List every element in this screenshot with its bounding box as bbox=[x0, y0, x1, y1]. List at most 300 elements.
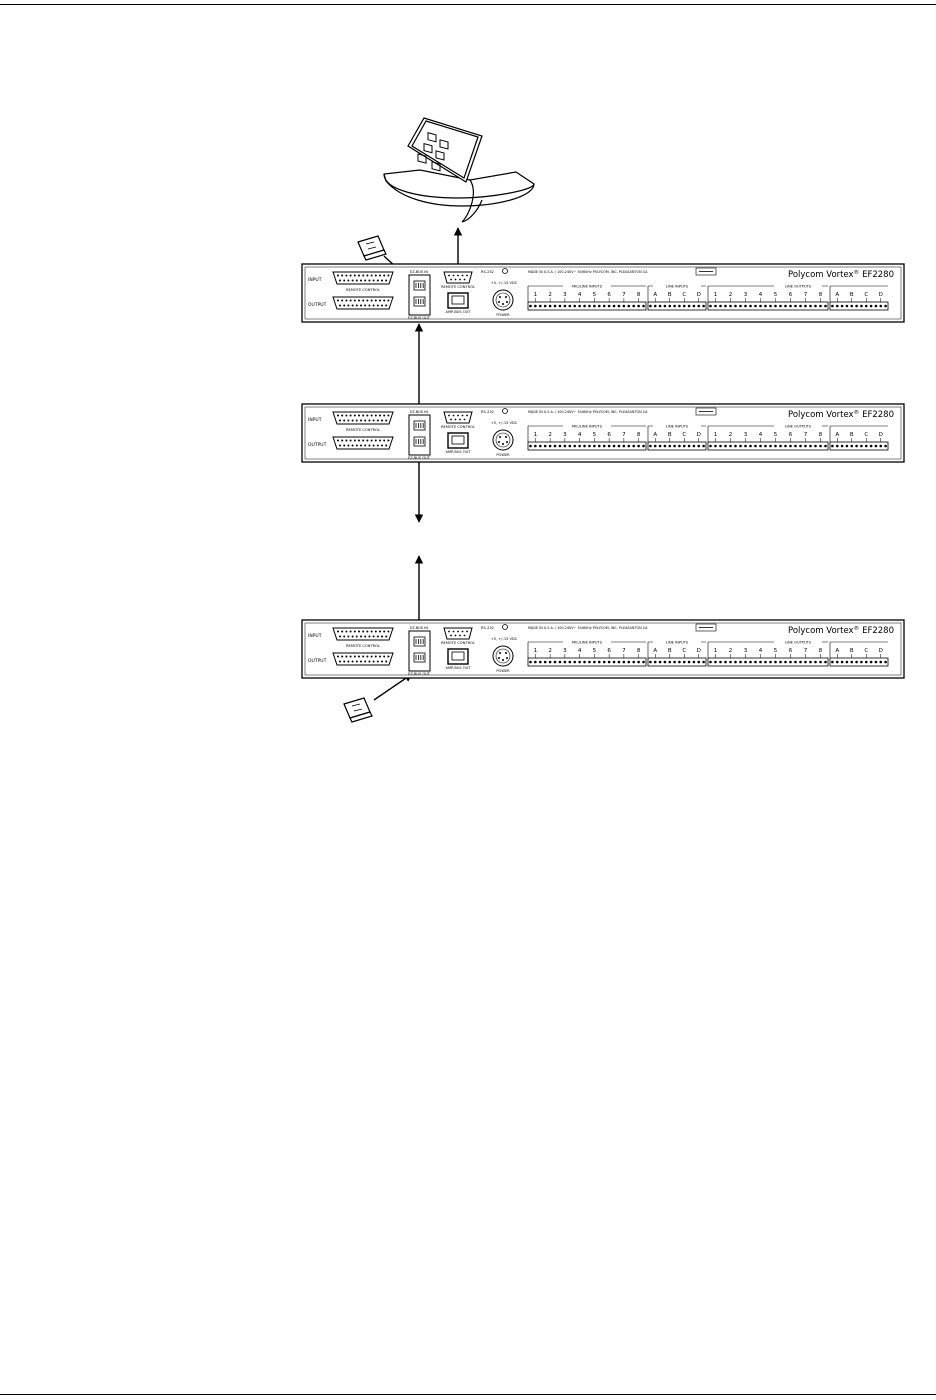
terminal-screw bbox=[544, 661, 547, 664]
db25-input-label: INPUT bbox=[308, 278, 322, 283]
terminal-screw bbox=[588, 305, 591, 308]
terminal-screw bbox=[831, 445, 834, 448]
connector-pin bbox=[499, 652, 501, 654]
connector-pin bbox=[354, 415, 356, 417]
connector-pin bbox=[354, 631, 356, 633]
connector-pin bbox=[381, 445, 383, 447]
connector-pin bbox=[343, 636, 345, 638]
line-outputs-channel-label: 7 bbox=[803, 292, 808, 298]
terminal-screw bbox=[875, 445, 878, 448]
connector-pin bbox=[360, 445, 362, 447]
terminal-screw bbox=[739, 661, 742, 664]
terminal-screw bbox=[884, 445, 887, 448]
remote-control-label: REMOTE CONTROL bbox=[441, 285, 475, 289]
terminal-screw bbox=[719, 445, 722, 448]
terminal-screw bbox=[734, 305, 737, 308]
mic-line-inputs-channel-label: 4 bbox=[577, 292, 582, 298]
terminal-screw bbox=[799, 305, 802, 308]
mic-line-inputs-channel-label: 5 bbox=[592, 432, 597, 438]
line-outputs-letters-channel-label: A bbox=[835, 648, 840, 654]
connector-pin bbox=[464, 419, 466, 421]
terminal-screw bbox=[583, 445, 586, 448]
terminal-screw bbox=[729, 661, 732, 664]
terminal-screw bbox=[678, 445, 681, 448]
line-outputs-letters-channel-label: B bbox=[849, 292, 854, 298]
spec-text: MADE IN U.S.A. / 100-240V~ 50/60Hz POLYCOM, INC. PLEASANTON CA bbox=[528, 270, 648, 274]
terminal-screw bbox=[693, 305, 696, 308]
connector-pin bbox=[345, 300, 347, 302]
terminal-screw bbox=[884, 661, 887, 664]
registered-mark: ® bbox=[853, 626, 860, 632]
connector-pin bbox=[341, 300, 343, 302]
connector-pin bbox=[345, 275, 347, 277]
connector-pin bbox=[358, 631, 360, 633]
connector-pin bbox=[358, 300, 360, 302]
connector-pin bbox=[457, 415, 459, 417]
terminal-screw bbox=[578, 661, 581, 664]
terminal-screw bbox=[779, 661, 782, 664]
mic-line-inputs-channel-label: 1 bbox=[533, 432, 538, 438]
terminal-screw bbox=[841, 445, 844, 448]
connector-pin bbox=[457, 631, 459, 633]
connector-pin bbox=[368, 280, 370, 282]
connector-pin bbox=[356, 420, 358, 422]
terminal-screw bbox=[549, 305, 552, 308]
connector-pin bbox=[337, 656, 339, 658]
terminal-screw bbox=[855, 445, 858, 448]
db9-remote-connector bbox=[444, 272, 472, 283]
terminal-screw bbox=[724, 661, 727, 664]
connector-pin bbox=[350, 275, 352, 277]
ezbus-out-label: EZ-BUS OUT bbox=[407, 672, 431, 676]
connector-pin bbox=[462, 275, 464, 277]
terminal-screw bbox=[774, 661, 777, 664]
connector-pin bbox=[337, 275, 339, 277]
connector-pin bbox=[462, 631, 464, 633]
terminal-screw bbox=[879, 305, 882, 308]
mic-line-inputs-channel-label: 5 bbox=[592, 292, 597, 298]
device-unit-3 bbox=[302, 620, 904, 678]
connector-pin bbox=[385, 445, 387, 447]
connector-pin bbox=[505, 296, 507, 298]
connector-pin bbox=[377, 661, 379, 663]
connector-pin bbox=[375, 300, 377, 302]
db25-input-label: INPUT bbox=[308, 418, 322, 423]
mic-line-inputs-channel-label: 7 bbox=[622, 432, 626, 438]
terminal-screw bbox=[784, 661, 787, 664]
terminal-screw bbox=[744, 661, 747, 664]
terminal-screw bbox=[564, 445, 567, 448]
connector-pin bbox=[358, 656, 360, 658]
terminal-screw bbox=[649, 661, 652, 664]
line-outputs-letters-channel-label: A bbox=[835, 432, 840, 438]
connector-pin bbox=[364, 420, 366, 422]
db25-output-connector bbox=[333, 297, 393, 309]
amp-bus-port bbox=[448, 293, 468, 308]
terminal-screw bbox=[678, 661, 681, 664]
mic-line-inputs-channel-label: 8 bbox=[636, 432, 641, 438]
connector-pin bbox=[385, 636, 387, 638]
connector-pin bbox=[502, 659, 504, 661]
connector-pin bbox=[464, 279, 466, 281]
terminal-screw bbox=[855, 305, 858, 308]
connector-pin bbox=[385, 280, 387, 282]
line-inputs-channel-label: B bbox=[667, 292, 672, 298]
terminal-screw bbox=[729, 445, 732, 448]
connector-pin bbox=[341, 275, 343, 277]
terminal-screw bbox=[593, 445, 596, 448]
terminal-screw bbox=[769, 661, 772, 664]
connector-pin bbox=[354, 656, 356, 658]
connector-pin bbox=[502, 443, 504, 445]
terminal-screw bbox=[729, 305, 732, 308]
terminal-screw bbox=[608, 305, 611, 308]
terminal-screw bbox=[623, 305, 626, 308]
terminal-screw bbox=[836, 305, 839, 308]
terminal-screw bbox=[559, 445, 562, 448]
terminal-screw bbox=[870, 661, 873, 664]
mic-line-inputs-channel-label: 7 bbox=[622, 292, 626, 298]
terminal-screw bbox=[875, 305, 878, 308]
rs232-label: RS-232 bbox=[481, 410, 494, 414]
terminal-screw bbox=[603, 661, 606, 664]
terminal-screw bbox=[693, 661, 696, 664]
terminal-screw bbox=[673, 305, 676, 308]
terminal-screw bbox=[578, 305, 581, 308]
line-outputs-letters-channel-label: D bbox=[878, 292, 883, 298]
connector-pin bbox=[371, 440, 373, 442]
terminal-screw bbox=[613, 305, 616, 308]
terminal-screw bbox=[632, 445, 635, 448]
terminal-screw bbox=[554, 305, 557, 308]
connector-pin bbox=[337, 631, 339, 633]
amp-bus-out-label: AMP-BUS OUT bbox=[445, 450, 471, 454]
terminal-screw bbox=[573, 305, 576, 308]
terminal-screw bbox=[598, 661, 601, 664]
line-inputs-channel-label: A bbox=[653, 292, 658, 298]
terminal-screw bbox=[809, 445, 812, 448]
line-inputs-channel-label: C bbox=[682, 432, 687, 438]
ezbus-in-label: EZ-BUS IN bbox=[409, 626, 429, 630]
connector-pin bbox=[343, 280, 345, 282]
terminal-screw bbox=[846, 445, 849, 448]
mic-line-inputs-channel-label: 1 bbox=[533, 648, 538, 654]
terminal-screw bbox=[659, 305, 662, 308]
connector-pin bbox=[354, 300, 356, 302]
line-outputs-letters-channel-label: B bbox=[849, 648, 854, 654]
terminal-screw bbox=[754, 305, 757, 308]
terminal-screw bbox=[608, 661, 611, 664]
connector-pin bbox=[506, 441, 508, 443]
connector-pin bbox=[362, 440, 364, 442]
connector-pin bbox=[343, 661, 345, 663]
connector-pin bbox=[450, 279, 452, 281]
connector-pin bbox=[364, 661, 366, 663]
connector-pin bbox=[364, 445, 366, 447]
terminal-screw bbox=[789, 661, 792, 664]
connector-pin bbox=[371, 656, 373, 658]
connector-pin bbox=[505, 436, 507, 438]
terminal-screw bbox=[539, 305, 542, 308]
line-inputs-terminal-block bbox=[648, 302, 706, 310]
connector-pin bbox=[347, 305, 349, 307]
connector-pin bbox=[347, 420, 349, 422]
terminal-screw bbox=[734, 661, 737, 664]
line-outputs-channel-label: 1 bbox=[713, 648, 718, 654]
terminal-screw bbox=[697, 661, 700, 664]
connector-pin bbox=[362, 656, 364, 658]
connector-pin bbox=[368, 636, 370, 638]
terminal-screw bbox=[534, 661, 537, 664]
mic-line-inputs-channel-label: 8 bbox=[636, 648, 641, 654]
power-label: POWER bbox=[496, 669, 510, 673]
connector-pin bbox=[350, 415, 352, 417]
terminal-screw bbox=[654, 305, 657, 308]
terminal-screw bbox=[809, 661, 812, 664]
terminal-screw bbox=[870, 305, 873, 308]
terminal-screw bbox=[642, 445, 645, 448]
terminal-screw bbox=[759, 661, 762, 664]
terminal-screw bbox=[598, 305, 601, 308]
terminal-screw bbox=[719, 661, 722, 664]
terminal-screw bbox=[824, 445, 827, 448]
terminal-screw bbox=[664, 445, 667, 448]
terminal-screw bbox=[559, 305, 562, 308]
connector-pin bbox=[343, 420, 345, 422]
registered-mark: ® bbox=[853, 270, 860, 276]
terminal-screw bbox=[529, 445, 532, 448]
line-inputs-channel-label: D bbox=[696, 432, 701, 438]
connector-pin bbox=[375, 275, 377, 277]
mic-line-inputs-channel-label: 2 bbox=[548, 432, 552, 438]
connector-pin bbox=[375, 631, 377, 633]
connector-pin bbox=[383, 631, 385, 633]
terminal-screw bbox=[618, 661, 621, 664]
connector-pin bbox=[385, 420, 387, 422]
line-inputs-channel-label: D bbox=[696, 648, 701, 654]
connector-pin bbox=[373, 661, 375, 663]
power-label: POWER bbox=[496, 453, 510, 457]
connector-pin bbox=[385, 661, 387, 663]
mic-line-inputs-channel-label: 7 bbox=[622, 648, 626, 654]
brand-name: Polycom Vortex bbox=[788, 410, 854, 420]
line-outputs-channel-label: 8 bbox=[818, 292, 823, 298]
mic-line-inputs-channel-label: 2 bbox=[548, 292, 552, 298]
amp-bus-port bbox=[448, 649, 468, 664]
mic-line-inputs-channel-label: 3 bbox=[563, 432, 567, 438]
line-outputs-channel-label: 6 bbox=[788, 648, 793, 654]
connector-pin bbox=[387, 631, 389, 633]
terminal-screw bbox=[879, 661, 882, 664]
connector-pin bbox=[371, 631, 373, 633]
power-label: POWER bbox=[496, 313, 510, 317]
connector-pin bbox=[379, 656, 381, 658]
device-unit-1 bbox=[302, 264, 904, 322]
db25-output-label: OUTPUT bbox=[308, 443, 327, 448]
terminal-screw bbox=[637, 305, 640, 308]
terminal-screw bbox=[769, 445, 772, 448]
terminal-screw bbox=[627, 661, 630, 664]
amp-bus-port bbox=[448, 433, 468, 448]
terminal-screw bbox=[714, 661, 717, 664]
connector-pin bbox=[339, 636, 341, 638]
terminal-screw bbox=[693, 445, 696, 448]
terminal-screw bbox=[824, 305, 827, 308]
line-outputs-channel-label: 5 bbox=[773, 292, 778, 298]
connector-pin bbox=[387, 656, 389, 658]
line-outputs-channel-label: 4 bbox=[758, 648, 763, 654]
brand-label bbox=[788, 625, 894, 636]
connector-pin bbox=[362, 631, 364, 633]
connector-pin bbox=[448, 631, 450, 633]
terminal-screw bbox=[568, 445, 571, 448]
terminal-screw bbox=[824, 661, 827, 664]
terminal-screw bbox=[637, 445, 640, 448]
mic-line-inputs-channel-label: 2 bbox=[548, 648, 552, 654]
terminal-screw bbox=[809, 305, 812, 308]
line-inputs-terminal-block bbox=[648, 658, 706, 666]
line-inputs-channel-label: A bbox=[653, 648, 658, 654]
connector-pin bbox=[502, 303, 504, 305]
mic-line-inputs-label: MIC/LINE INPUTS bbox=[571, 640, 603, 645]
connector-pin bbox=[387, 440, 389, 442]
line-outputs-channel-label: 1 bbox=[713, 432, 718, 438]
terminal-screw bbox=[642, 305, 645, 308]
rs232-label: RS-232 bbox=[481, 626, 494, 630]
terminal-screw bbox=[632, 661, 635, 664]
connector-pin bbox=[373, 420, 375, 422]
line-inputs-channel-label: A bbox=[653, 432, 658, 438]
terminal-screw bbox=[794, 305, 797, 308]
terminal-screw bbox=[588, 661, 591, 664]
brand-name: Polycom Vortex bbox=[788, 626, 854, 636]
terminal-screw bbox=[593, 305, 596, 308]
connector-pin bbox=[341, 631, 343, 633]
brand-name: Polycom Vortex bbox=[788, 270, 854, 280]
connector-pin bbox=[358, 415, 360, 417]
terminal-screw bbox=[836, 445, 839, 448]
line-outputs-label: LINE OUTPUTS bbox=[784, 284, 812, 289]
connector-pin bbox=[364, 280, 366, 282]
terminal-screw bbox=[683, 305, 686, 308]
connector-pin bbox=[466, 275, 468, 277]
terminal-screw bbox=[564, 305, 567, 308]
connector-pin bbox=[360, 636, 362, 638]
mic-line-inputs-channel-label: 5 bbox=[592, 648, 597, 654]
connector-pin bbox=[377, 445, 379, 447]
mic-line-inputs-channel-label: 6 bbox=[607, 432, 611, 438]
ground-screw bbox=[503, 625, 508, 630]
vdc-label: +5, +/-15 VDC bbox=[490, 421, 518, 425]
terminal-screw bbox=[714, 445, 717, 448]
line-outputs-letters-terminal-block bbox=[830, 658, 888, 666]
terminal-screw bbox=[784, 305, 787, 308]
connector-pin bbox=[364, 636, 366, 638]
terminal-screw bbox=[544, 445, 547, 448]
terminal-screw bbox=[598, 445, 601, 448]
terminal-screw bbox=[749, 305, 752, 308]
connector-pin bbox=[383, 275, 385, 277]
connector-pin bbox=[366, 631, 368, 633]
terminal-screw bbox=[754, 445, 757, 448]
terminal-screw bbox=[799, 445, 802, 448]
line-outputs-channel-label: 4 bbox=[758, 292, 763, 298]
terminal-screw bbox=[688, 445, 691, 448]
connector-pin bbox=[360, 661, 362, 663]
terminal-screw bbox=[534, 445, 537, 448]
terminal-screw bbox=[593, 661, 596, 664]
terminal-screw bbox=[564, 661, 567, 664]
terminal-screw bbox=[697, 305, 700, 308]
line-inputs-label: LINE INPUTS bbox=[665, 640, 689, 645]
connector-pin bbox=[379, 275, 381, 277]
device-unit-2 bbox=[302, 404, 904, 462]
terminal-screw bbox=[573, 445, 576, 448]
line-outputs-letters-terminal-block bbox=[830, 442, 888, 450]
connector-pin bbox=[356, 305, 358, 307]
terminal-screw bbox=[860, 661, 863, 664]
connector-pin bbox=[356, 636, 358, 638]
db25-output-label: OUTPUT bbox=[308, 303, 327, 308]
db25-input-connector bbox=[333, 628, 393, 640]
terminal-screw bbox=[618, 445, 621, 448]
connector-pin bbox=[371, 415, 373, 417]
connector-pin bbox=[341, 415, 343, 417]
remote-control-db-label: REMOTE CONTROL bbox=[346, 644, 380, 648]
terminal-screw bbox=[789, 305, 792, 308]
connector-pin bbox=[499, 436, 501, 438]
line-outputs-channel-label: 8 bbox=[818, 648, 823, 654]
connector-pin bbox=[387, 300, 389, 302]
connector-pin bbox=[360, 280, 362, 282]
terminal-screw bbox=[850, 661, 853, 664]
connector-pin bbox=[373, 305, 375, 307]
terminal-screw bbox=[836, 661, 839, 664]
connector-pin bbox=[337, 415, 339, 417]
terminal-screw bbox=[549, 445, 552, 448]
terminal-screw bbox=[819, 445, 822, 448]
terminal-screw bbox=[637, 661, 640, 664]
connector-pin bbox=[339, 305, 341, 307]
line-outputs-channel-label: 5 bbox=[773, 432, 778, 438]
amp-bus-out-label: AMP-BUS OUT bbox=[445, 310, 471, 314]
line-outputs-letters-channel-label: D bbox=[878, 648, 883, 654]
terminal-screw bbox=[714, 305, 717, 308]
connector-pin bbox=[506, 301, 508, 303]
terminator-plug-icon bbox=[344, 698, 372, 722]
terminal-screw bbox=[668, 305, 671, 308]
terminal-screw bbox=[583, 305, 586, 308]
connector-pin bbox=[450, 635, 452, 637]
connector-pin bbox=[341, 440, 343, 442]
terminal-screw bbox=[734, 445, 737, 448]
terminal-screw bbox=[534, 305, 537, 308]
line-outputs-channel-label: 8 bbox=[818, 432, 823, 438]
connector-pin bbox=[373, 280, 375, 282]
connector-pin bbox=[455, 279, 457, 281]
terminal-screw bbox=[623, 661, 626, 664]
connector-pin bbox=[457, 275, 459, 277]
connector-pin bbox=[375, 440, 377, 442]
connector-pin bbox=[352, 420, 354, 422]
connector-pin bbox=[347, 280, 349, 282]
terminal-screw bbox=[784, 445, 787, 448]
terminal-screw bbox=[870, 445, 873, 448]
terminal-screw bbox=[654, 445, 657, 448]
terminal-screw bbox=[627, 305, 630, 308]
terminal-screw bbox=[583, 661, 586, 664]
connector-pin bbox=[339, 420, 341, 422]
